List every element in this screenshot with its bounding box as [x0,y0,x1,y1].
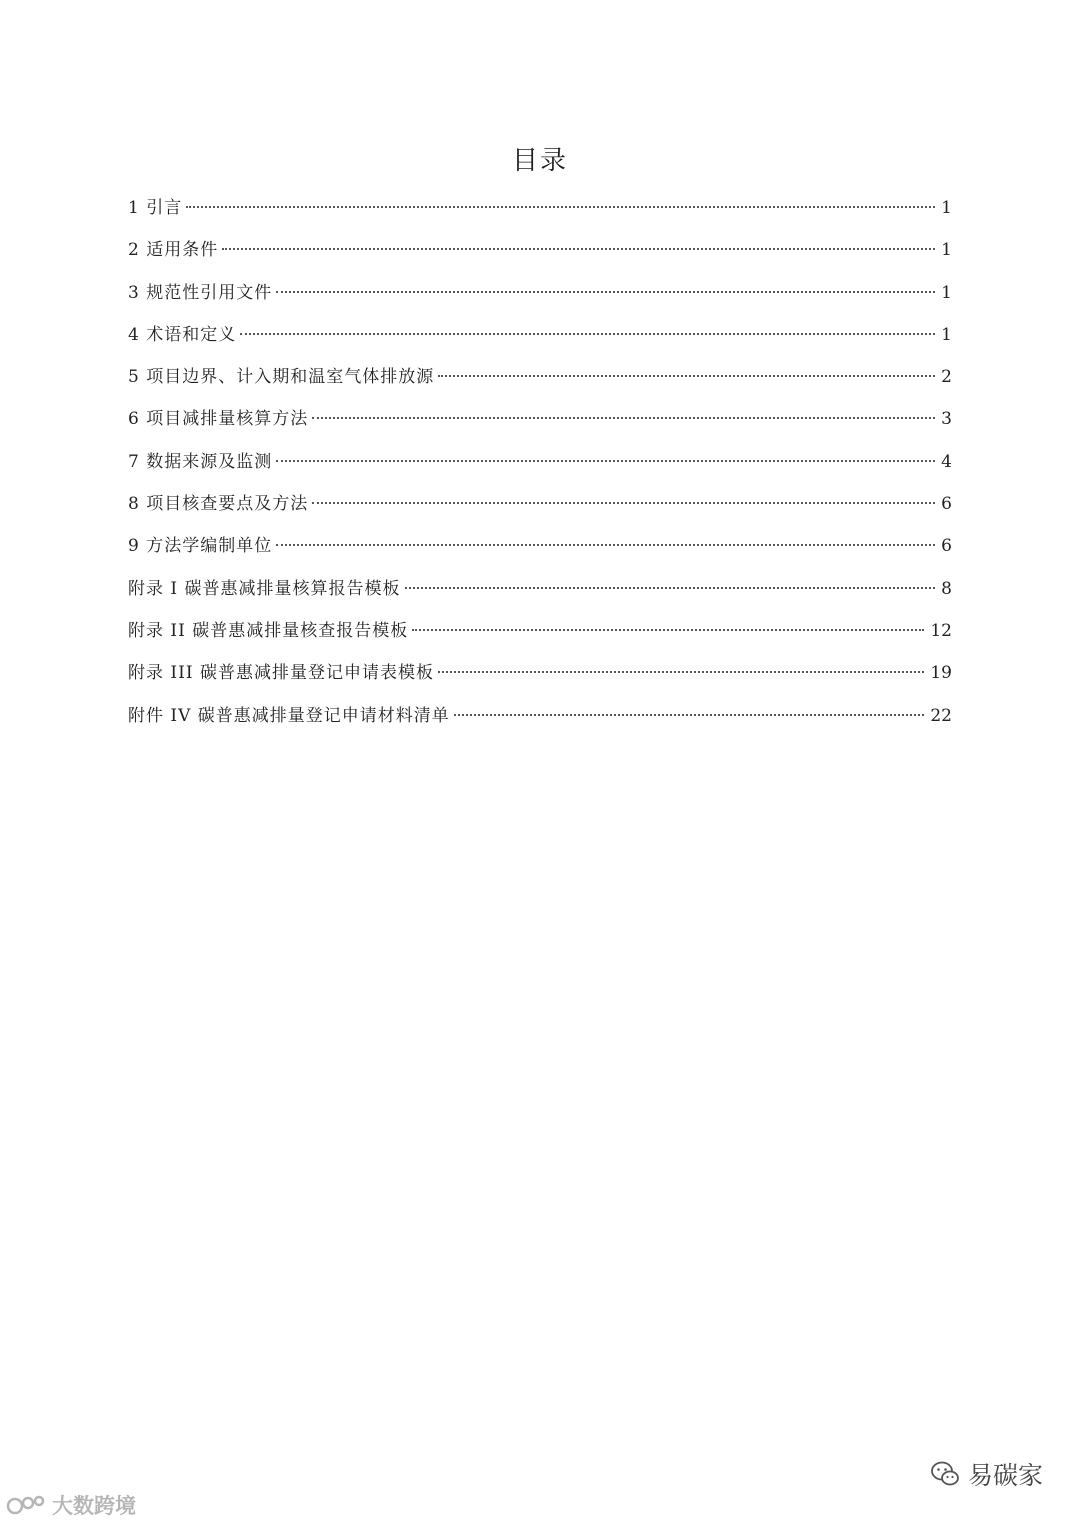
toc-row[interactable] [128,446,952,488]
toc-label: 7 数据来源及监测 [128,451,273,472]
toc-label: 3 规范性引用文件 [128,282,273,303]
toc-page-number: 3 [941,409,952,430]
toc-page-number: 8 [941,578,952,599]
watermark-logo-icon [6,1493,48,1517]
toc-row[interactable] [128,530,952,572]
toc-page-number: 2 [941,367,952,388]
toc-label: 5 项目边界、计入期和温室气体排放源 [128,367,435,388]
table-of-contents [128,192,952,742]
toc-leader [405,587,936,589]
toc-page-number: 12 [930,620,952,641]
toc-leader [412,629,924,631]
toc-leader [312,502,935,504]
toc-leader [312,417,935,419]
toc-leader [438,375,935,377]
toc-leader [454,714,925,716]
toc-label: 6 项目减排量核算方法 [128,409,309,430]
toc-row[interactable] [128,234,952,276]
toc-label: 附录 II 碳普惠减排量核查报告模板 [128,620,409,641]
toc-row[interactable] [128,700,952,742]
watermark-left [6,1490,136,1520]
toc-leader [222,248,935,250]
toc-label: 1 引言 [128,198,183,218]
toc-row[interactable] [128,319,952,361]
toc-row[interactable] [128,403,952,445]
toc-leader [276,291,935,293]
toc-leader [276,460,935,462]
toc-label: 附录 III 碳普惠减排量登记申请表模板 [128,663,434,684]
toc-page-number: 6 [941,536,952,557]
toc-page-number: 1 [941,282,952,303]
toc-page-number: 1 [941,324,952,345]
toc-row[interactable] [128,488,952,530]
toc-leader [186,206,935,208]
toc-page-number: 4 [941,451,952,472]
toc-leader [438,671,924,673]
toc-label: 9 方法学编制单位 [128,536,273,557]
page-title: 目录 [511,146,568,176]
toc-row[interactable] [128,361,952,403]
toc-label: 附件 IV 碳普惠减排量登记申请材料清单 [128,705,450,726]
toc-label: 附录 I 碳普惠减排量核算报告模板 [128,578,401,599]
toc-page-number: 19 [930,663,952,684]
toc-label: 4 术语和定义 [128,324,237,345]
toc-row[interactable] [128,192,952,234]
toc-page-number: 22 [930,705,952,726]
watermark-left-text: 大数跨境 [52,1494,136,1518]
wechat-icon [930,1459,960,1489]
toc-row[interactable] [128,277,952,319]
watermark-right-text: 易碳家 [968,1461,1044,1490]
toc-page-number: 6 [941,494,952,515]
toc-leader [240,333,935,335]
watermark-right [930,1456,1043,1492]
toc-label: 8 项目核查要点及方法 [128,494,309,515]
toc-leader [276,544,935,546]
toc-row[interactable] [128,573,952,615]
toc-page-number: 1 [941,240,952,261]
toc-row[interactable] [128,657,952,699]
toc-row[interactable] [128,615,952,657]
toc-label: 2 适用条件 [128,240,219,261]
toc-page-number: 1 [941,198,952,218]
